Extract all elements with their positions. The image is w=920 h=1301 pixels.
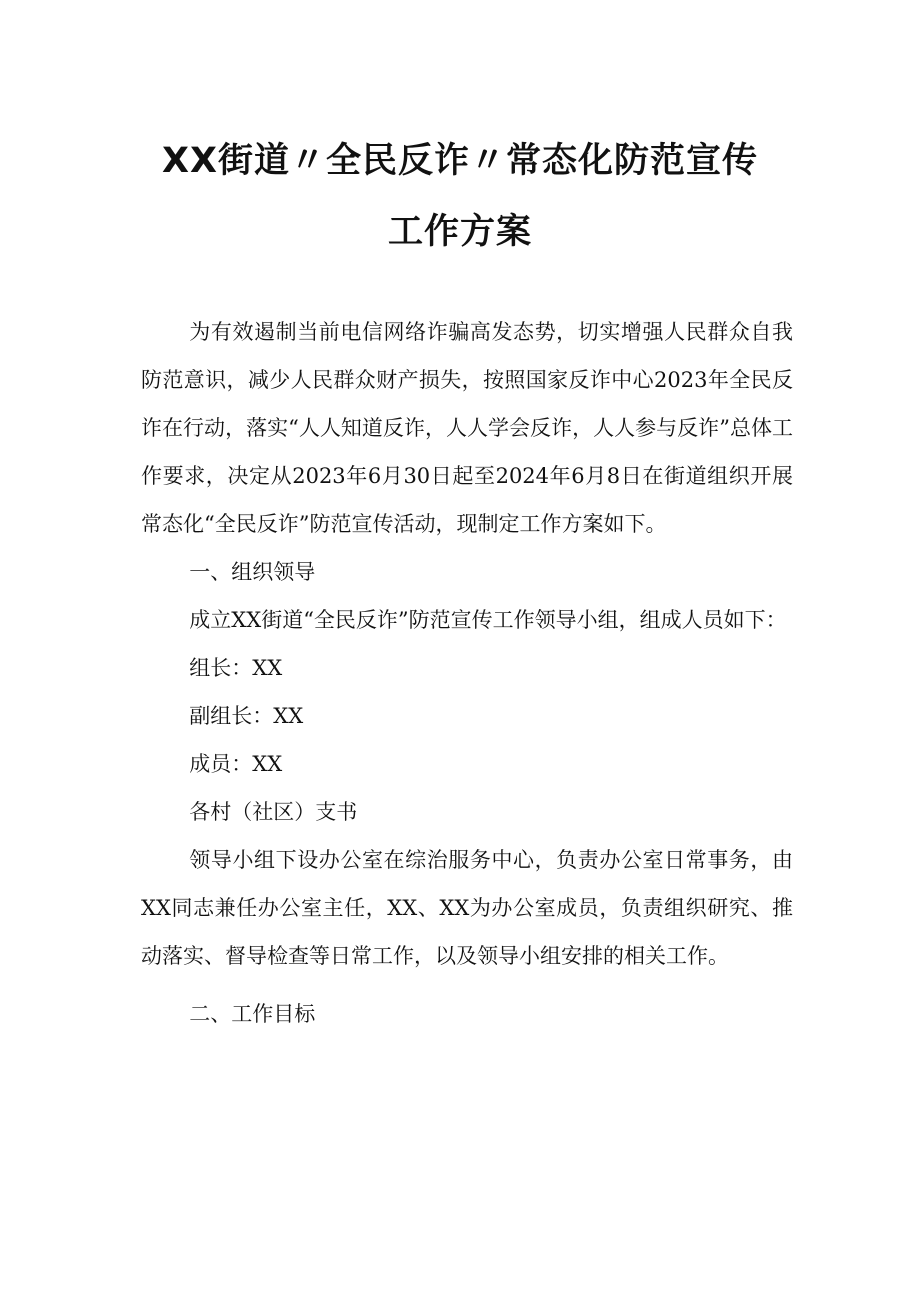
document-title-line-2: 工作方案 (387, 212, 532, 252)
leader-line: 组长：XX (189, 656, 283, 680)
section-2-heading: 二、工作目标 (189, 1002, 316, 1026)
document-body (141, 308, 793, 1038)
village-secretaries-line: 各村（社区）支书 (189, 800, 358, 824)
document-title-line-1: XX街道〃全民反诈〃常态化防范宣传 (162, 141, 758, 181)
section-1-heading: 一、组织领导 (189, 560, 316, 584)
office-paragraph: 领导小组下设办公室在综治服务中心，负责办公室日常事务，由XX同志兼任办公室主任，XX、XX为办公室成员，负责组织研究、推动落实、督导检查等日常工作，以及领导小组安排的相关工作。 (141, 848, 793, 968)
intro-paragraph: 为有效遏制当前电信网络诈骗高发态势，切实增强人民群众自我防范意识，减少人民群众财产损失，按照国家反诈中心2023年全民反诈在行动，落实“人人知道反诈，人人学会反诈，人人参与反诈”总体工作要求，决定从2023年6月30日起至2024年6月8日在街道组织开展常态化“全民反诈”防范宣传活动，现制定工作方案如下。 (141, 320, 793, 536)
section-1-paragraph: 成立XX街道“全民反诈”防范宣传工作领导小组，组成人员如下： (189, 608, 787, 632)
deputy-leader-line: 副组长：XX (189, 704, 304, 728)
members-line: 成员：XX (189, 752, 283, 776)
